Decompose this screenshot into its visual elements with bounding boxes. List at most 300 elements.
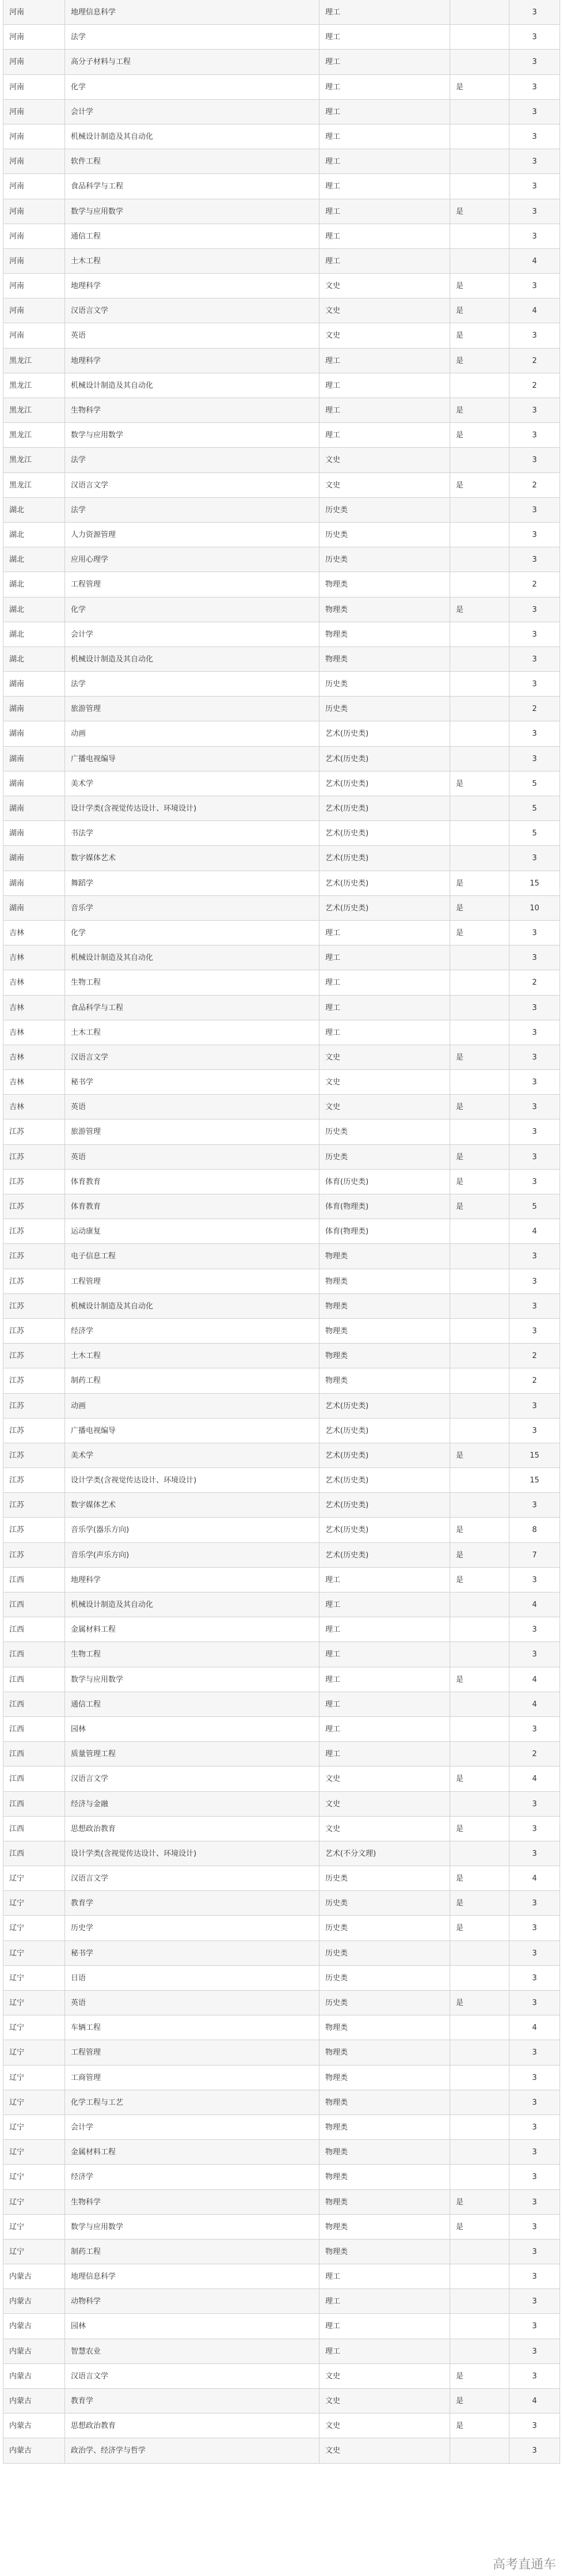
major-cell: 数字媒体艺术 <box>65 1493 319 1517</box>
table-row <box>3 224 560 249</box>
category-cell: 理工 <box>319 149 450 173</box>
province-cell: 河南 <box>3 50 65 74</box>
major-cell: 软件工程 <box>65 149 319 173</box>
duration-cell: 3 <box>509 199 560 224</box>
teacher-training-cell <box>450 2264 509 2288</box>
category-cell: 理工 <box>319 373 450 398</box>
category-cell: 理工 <box>319 1592 450 1617</box>
teacher-training-cell <box>450 697 509 721</box>
major-cell: 动画 <box>65 1394 319 1418</box>
major-cell: 音乐学(声乐方向) <box>65 1543 319 1567</box>
category-cell: 艺术(历史类) <box>319 747 450 771</box>
province-cell: 黑龙江 <box>3 349 65 373</box>
duration-cell: 3 <box>509 1145 560 1169</box>
major-cell: 经济学 <box>65 1319 319 1343</box>
duration-cell: 5 <box>509 796 560 820</box>
category-cell: 历史类 <box>319 1941 450 1965</box>
category-cell: 艺术(历史类) <box>319 1468 450 1492</box>
major-cell: 汉语言文学 <box>65 1866 319 1890</box>
province-cell: 内蒙古 <box>3 2389 65 2413</box>
table-row <box>3 921 560 945</box>
teacher-training-cell: 是 <box>450 1145 509 1169</box>
table-row <box>3 2066 560 2090</box>
duration-cell: 3 <box>509 1617 560 1641</box>
table-row <box>3 1817 560 1841</box>
duration-cell: 3 <box>509 2264 560 2288</box>
table-row <box>3 349 560 373</box>
major-cell: 秘书学 <box>65 1941 319 1965</box>
province-cell: 河南 <box>3 25 65 49</box>
teacher-training-cell: 是 <box>450 199 509 224</box>
major-cell: 电子信息工程 <box>65 1244 319 1268</box>
major-cell: 汉语言文学 <box>65 298 319 323</box>
teacher-training-cell <box>450 523 509 547</box>
major-cell: 法学 <box>65 672 319 696</box>
duration-cell: 3 <box>509 1717 560 1741</box>
table-row <box>3 1891 560 1916</box>
major-cell: 生物工程 <box>65 970 319 994</box>
table-row <box>3 398 560 423</box>
table-row <box>3 2364 560 2389</box>
major-cell: 金属材料工程 <box>65 1617 319 1641</box>
table-row <box>3 0 560 25</box>
table-row <box>3 1368 560 1393</box>
major-cell: 工程管理 <box>65 2040 319 2064</box>
teacher-training-cell <box>450 50 509 74</box>
province-cell: 内蒙古 <box>3 2364 65 2388</box>
table-row <box>3 1319 560 1344</box>
table-row <box>3 1518 560 1542</box>
major-cell: 舞蹈学 <box>65 871 319 895</box>
province-cell: 辽宁 <box>3 2240 65 2264</box>
duration-cell: 2 <box>509 349 560 373</box>
teacher-training-cell <box>450 1269 509 1293</box>
teacher-training-cell <box>450 2015 509 2040</box>
category-cell: 理工 <box>319 349 450 373</box>
duration-cell: 3 <box>509 2090 560 2114</box>
major-cell: 地理信息科学 <box>65 0 319 24</box>
category-cell: 艺术(历史类) <box>319 896 450 920</box>
duration-cell: 3 <box>509 747 560 771</box>
teacher-training-cell <box>450 1368 509 1393</box>
duration-cell: 3 <box>509 1045 560 1069</box>
table-row <box>3 1493 560 1518</box>
watermark: 高考直通车 <box>492 2558 556 2572</box>
teacher-training-cell <box>450 498 509 522</box>
duration-cell: 3 <box>509 523 560 547</box>
category-cell: 体育(物理类) <box>319 1194 450 1219</box>
admission-table <box>3 0 560 2464</box>
table-row <box>3 970 560 995</box>
duration-cell: 3 <box>509 672 560 696</box>
duration-cell: 3 <box>509 1841 560 1866</box>
duration-cell: 2 <box>509 373 560 398</box>
major-cell: 制药工程 <box>65 2240 319 2264</box>
table-row <box>3 323 560 348</box>
teacher-training-cell: 是 <box>450 1568 509 1592</box>
teacher-training-cell <box>450 124 509 149</box>
teacher-training-cell <box>450 721 509 746</box>
table-row <box>3 1866 560 1891</box>
duration-cell: 2 <box>509 572 560 596</box>
duration-cell: 3 <box>509 323 560 347</box>
table-row <box>3 1170 560 1194</box>
province-cell: 湖南 <box>3 672 65 696</box>
duration-cell: 3 <box>509 50 560 74</box>
teacher-training-cell <box>450 547 509 572</box>
province-cell: 江西 <box>3 1717 65 1741</box>
category-cell: 理工 <box>319 1667 450 1692</box>
category-cell: 物理类 <box>319 622 450 646</box>
major-cell: 地理科学 <box>65 1568 319 1592</box>
province-cell: 江苏 <box>3 1119 65 1144</box>
major-cell: 机械设计制造及其自动化 <box>65 124 319 149</box>
province-cell: 河南 <box>3 274 65 298</box>
major-cell: 食品科学与工程 <box>65 174 319 198</box>
teacher-training-cell <box>450 448 509 472</box>
table-row <box>3 1070 560 1095</box>
major-cell: 机械设计制造及其自动化 <box>65 945 319 970</box>
teacher-training-cell <box>450 1418 509 1443</box>
province-cell: 湖南 <box>3 821 65 845</box>
major-cell: 美术学 <box>65 771 319 796</box>
category-cell: 历史类 <box>319 523 450 547</box>
major-cell: 化学工程与工艺 <box>65 2090 319 2114</box>
teacher-training-cell <box>450 100 509 124</box>
table-row <box>3 1219 560 1244</box>
duration-cell: 4 <box>509 1692 560 1716</box>
major-cell: 土木工程 <box>65 1344 319 1368</box>
major-cell: 工商管理 <box>65 2066 319 2090</box>
duration-cell: 3 <box>509 2190 560 2214</box>
major-cell: 书法学 <box>65 821 319 845</box>
duration-cell: 3 <box>509 100 560 124</box>
province-cell: 吉林 <box>3 996 65 1020</box>
table-row <box>3 249 560 274</box>
major-cell: 法学 <box>65 498 319 522</box>
category-cell: 理工 <box>319 1692 450 1716</box>
teacher-training-cell: 是 <box>450 771 509 796</box>
duration-cell: 5 <box>509 1194 560 1219</box>
major-cell: 法学 <box>65 25 319 49</box>
major-cell: 应用心理学 <box>65 547 319 572</box>
duration-cell: 4 <box>509 2015 560 2040</box>
province-cell: 湖南 <box>3 771 65 796</box>
duration-cell: 4 <box>509 1592 560 1617</box>
major-cell: 会计学 <box>65 2115 319 2139</box>
teacher-training-cell <box>450 1468 509 1492</box>
teacher-training-cell <box>450 224 509 248</box>
major-cell: 通信工程 <box>65 1692 319 1716</box>
duration-cell: 5 <box>509 821 560 845</box>
table-row <box>3 2015 560 2040</box>
duration-cell: 3 <box>509 2040 560 2064</box>
major-cell: 动画 <box>65 721 319 746</box>
table-row <box>3 821 560 846</box>
table-row <box>3 871 560 896</box>
duration-cell: 3 <box>509 1493 560 1517</box>
major-cell: 高分子材料与工程 <box>65 50 319 74</box>
category-cell: 理工 <box>319 100 450 124</box>
category-cell: 艺术(历史类) <box>319 1543 450 1567</box>
table-row <box>3 1194 560 1219</box>
category-cell: 理工 <box>319 25 450 49</box>
teacher-training-cell: 是 <box>450 323 509 347</box>
category-cell: 理工 <box>319 249 450 273</box>
province-cell: 湖北 <box>3 572 65 596</box>
teacher-training-cell <box>450 0 509 24</box>
category-cell: 理工 <box>319 996 450 1020</box>
teacher-training-cell <box>450 2140 509 2164</box>
province-cell: 河南 <box>3 174 65 198</box>
teacher-training-cell <box>450 622 509 646</box>
duration-cell: 3 <box>509 1095 560 1119</box>
teacher-training-cell: 是 <box>450 1095 509 1119</box>
major-cell: 设计学类(含视觉传达设计、环境设计) <box>65 796 319 820</box>
teacher-training-cell <box>450 2438 509 2462</box>
teacher-training-cell <box>450 373 509 398</box>
category-cell: 理工 <box>319 945 450 970</box>
duration-cell: 3 <box>509 1418 560 1443</box>
teacher-training-cell <box>450 1020 509 1045</box>
province-cell: 内蒙古 <box>3 2339 65 2363</box>
category-cell: 理工 <box>319 2314 450 2338</box>
duration-cell: 8 <box>509 1518 560 1542</box>
teacher-training-cell: 是 <box>450 2389 509 2413</box>
duration-cell: 3 <box>509 721 560 746</box>
teacher-training-cell <box>450 2240 509 2264</box>
table-row <box>3 2140 560 2165</box>
category-cell: 物理类 <box>319 2040 450 2064</box>
province-cell: 湖北 <box>3 498 65 522</box>
province-cell: 湖南 <box>3 846 65 870</box>
teacher-training-cell <box>450 1841 509 1866</box>
table-row <box>3 2314 560 2339</box>
major-cell: 旅游管理 <box>65 1119 319 1144</box>
category-cell: 文史 <box>319 1817 450 1841</box>
duration-cell: 3 <box>509 423 560 447</box>
major-cell: 秘书学 <box>65 1070 319 1094</box>
category-cell: 理工 <box>319 1617 450 1641</box>
province-cell: 江西 <box>3 1568 65 1592</box>
major-cell: 思想政治教育 <box>65 2414 319 2438</box>
teacher-training-cell: 是 <box>450 274 509 298</box>
teacher-training-cell: 是 <box>450 2190 509 2214</box>
category-cell: 艺术(历史类) <box>319 846 450 870</box>
category-cell: 理工 <box>319 1717 450 1741</box>
table-row <box>3 2240 560 2264</box>
major-cell: 数学与应用数学 <box>65 423 319 447</box>
duration-cell: 4 <box>509 1667 560 1692</box>
teacher-training-cell: 是 <box>450 473 509 497</box>
table-row <box>3 2339 560 2364</box>
major-cell: 化学 <box>65 921 319 945</box>
category-cell: 历史类 <box>319 1966 450 1990</box>
table-row <box>3 373 560 398</box>
duration-cell: 3 <box>509 2165 560 2189</box>
teacher-training-cell <box>450 846 509 870</box>
major-cell: 体育教育 <box>65 1194 319 1219</box>
table-row <box>3 2165 560 2189</box>
category-cell: 历史类 <box>319 672 450 696</box>
province-cell: 辽宁 <box>3 1891 65 1915</box>
teacher-training-cell <box>450 672 509 696</box>
teacher-training-cell: 是 <box>450 597 509 622</box>
table-row <box>3 1667 560 1692</box>
table-row <box>3 2090 560 2115</box>
teacher-training-cell: 是 <box>450 1866 509 1890</box>
category-cell: 艺术(历史类) <box>319 871 450 895</box>
category-cell: 理工 <box>319 224 450 248</box>
teacher-training-cell <box>450 747 509 771</box>
province-cell: 河南 <box>3 149 65 173</box>
category-cell: 理工 <box>319 1642 450 1666</box>
province-cell: 湖南 <box>3 871 65 895</box>
duration-cell: 3 <box>509 1394 560 1418</box>
province-cell: 湖南 <box>3 747 65 771</box>
province-cell: 吉林 <box>3 945 65 970</box>
province-cell: 江苏 <box>3 1319 65 1343</box>
teacher-training-cell: 是 <box>450 1045 509 1069</box>
province-cell: 湖北 <box>3 647 65 671</box>
category-cell: 物理类 <box>319 647 450 671</box>
category-cell: 历史类 <box>319 1916 450 1940</box>
duration-cell: 3 <box>509 1244 560 1268</box>
province-cell: 湖北 <box>3 597 65 622</box>
table-row <box>3 1344 560 1368</box>
table-row <box>3 124 560 149</box>
teacher-training-cell <box>450 572 509 596</box>
category-cell: 文史 <box>319 1095 450 1119</box>
table-row <box>3 523 560 547</box>
teacher-training-cell: 是 <box>450 298 509 323</box>
teacher-training-cell <box>450 1219 509 1243</box>
teacher-training-cell: 是 <box>450 1667 509 1692</box>
major-cell: 地理信息科学 <box>65 2264 319 2288</box>
major-cell: 广播电视编导 <box>65 747 319 771</box>
major-cell: 政治学、经济学与哲学 <box>65 2438 319 2462</box>
teacher-training-cell <box>450 174 509 198</box>
duration-cell: 3 <box>509 398 560 422</box>
duration-cell: 3 <box>509 1991 560 2015</box>
province-cell: 黑龙江 <box>3 473 65 497</box>
table-row <box>3 1642 560 1667</box>
duration-cell: 2 <box>509 1742 560 1766</box>
category-cell: 物理类 <box>319 2015 450 2040</box>
major-cell: 数字媒体艺术 <box>65 846 319 870</box>
category-cell: 物理类 <box>319 1244 450 1268</box>
category-cell: 文史 <box>319 2389 450 2413</box>
category-cell: 历史类 <box>319 1891 450 1915</box>
major-cell: 英语 <box>65 1145 319 1169</box>
category-cell: 艺术(历史类) <box>319 1518 450 1542</box>
category-cell: 物理类 <box>319 2115 450 2139</box>
category-cell: 理工 <box>319 50 450 74</box>
major-cell: 园林 <box>65 1717 319 1741</box>
province-cell: 内蒙古 <box>3 2314 65 2338</box>
teacher-training-cell <box>450 249 509 273</box>
province-cell: 辽宁 <box>3 2066 65 2090</box>
table-row <box>3 100 560 124</box>
table-row <box>3 2389 560 2414</box>
table-row <box>3 1792 560 1817</box>
table-row <box>3 1692 560 1717</box>
major-cell: 经济与金融 <box>65 1792 319 1816</box>
teacher-training-cell: 是 <box>450 1916 509 1940</box>
table-row <box>3 771 560 796</box>
province-cell: 辽宁 <box>3 1941 65 1965</box>
province-cell: 湖北 <box>3 547 65 572</box>
table-row <box>3 1543 560 1568</box>
table-row <box>3 2289 560 2314</box>
duration-cell: 15 <box>509 871 560 895</box>
major-cell: 生物科学 <box>65 2190 319 2214</box>
duration-cell: 3 <box>509 2414 560 2438</box>
teacher-training-cell: 是 <box>450 921 509 945</box>
teacher-training-cell <box>450 945 509 970</box>
major-cell: 化学 <box>65 75 319 99</box>
table-row <box>3 721 560 746</box>
major-cell: 地理科学 <box>65 274 319 298</box>
teacher-training-cell: 是 <box>450 423 509 447</box>
teacher-training-cell <box>450 1692 509 1716</box>
table-row <box>3 1568 560 1592</box>
category-cell: 文史 <box>319 2414 450 2438</box>
table-row <box>3 423 560 448</box>
category-cell: 物理类 <box>319 572 450 596</box>
major-cell: 机械设计制造及其自动化 <box>65 1294 319 1318</box>
category-cell: 理工 <box>319 423 450 447</box>
teacher-training-cell: 是 <box>450 1891 509 1915</box>
teacher-training-cell: 是 <box>450 349 509 373</box>
province-cell: 江苏 <box>3 1219 65 1243</box>
province-cell: 吉林 <box>3 921 65 945</box>
table-row <box>3 473 560 498</box>
province-cell: 江西 <box>3 1817 65 1841</box>
province-cell: 江苏 <box>3 1418 65 1443</box>
province-cell: 江苏 <box>3 1294 65 1318</box>
table-row <box>3 1916 560 1940</box>
category-cell: 理工 <box>319 2264 450 2288</box>
major-cell: 法学 <box>65 448 319 472</box>
duration-cell: 3 <box>509 1891 560 1915</box>
category-cell: 文史 <box>319 448 450 472</box>
major-cell: 园林 <box>65 2314 319 2338</box>
province-cell: 河南 <box>3 249 65 273</box>
duration-cell: 3 <box>509 2066 560 2090</box>
teacher-training-cell: 是 <box>450 2215 509 2239</box>
category-cell: 艺术(不分文理) <box>319 1841 450 1866</box>
table-row <box>3 747 560 771</box>
province-cell: 内蒙古 <box>3 2438 65 2462</box>
table-row <box>3 1766 560 1791</box>
major-cell: 地理科学 <box>65 349 319 373</box>
category-cell: 理工 <box>319 199 450 224</box>
teacher-training-cell <box>450 2040 509 2064</box>
category-cell: 理工 <box>319 0 450 24</box>
table-row <box>3 1966 560 1991</box>
teacher-training-cell <box>450 1592 509 1617</box>
teacher-training-cell: 是 <box>450 871 509 895</box>
category-cell: 物理类 <box>319 1269 450 1293</box>
major-cell: 思想政治教育 <box>65 1817 319 1841</box>
province-cell: 辽宁 <box>3 1966 65 1990</box>
major-cell: 运动康复 <box>65 1219 319 1243</box>
province-cell: 吉林 <box>3 1070 65 1094</box>
table-row <box>3 149 560 174</box>
category-cell: 物理类 <box>319 597 450 622</box>
category-cell: 文史 <box>319 1766 450 1791</box>
